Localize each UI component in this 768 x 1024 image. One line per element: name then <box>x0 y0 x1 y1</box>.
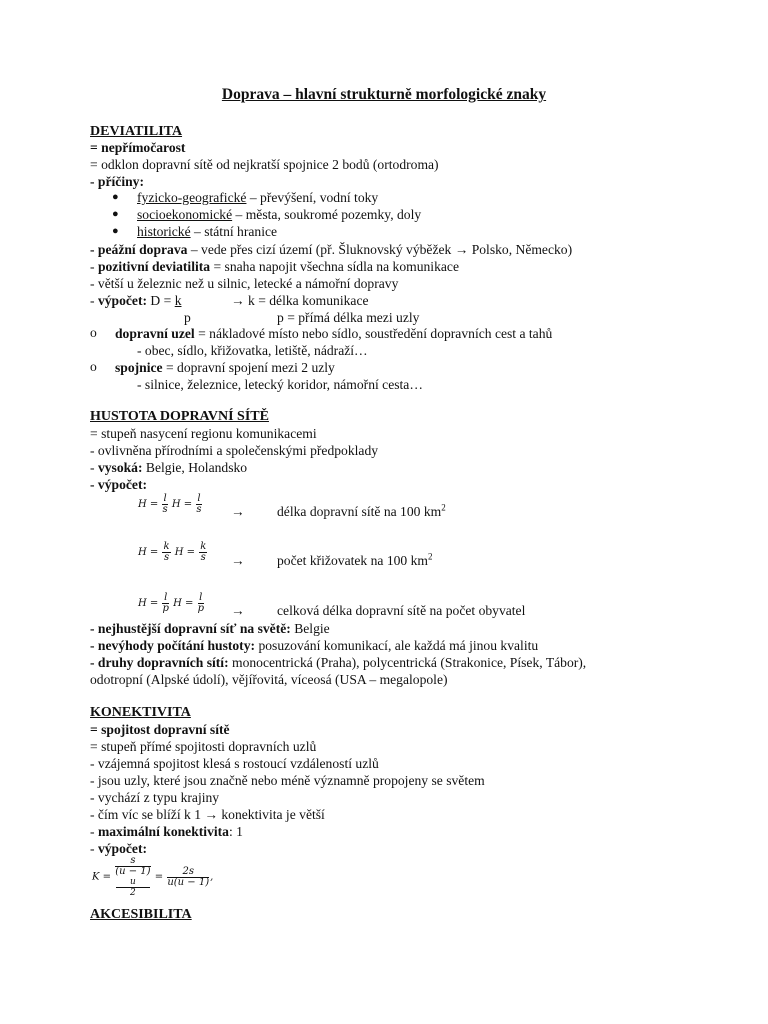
formula-description: počet křižovatek na 100 $km^2$ <box>277 551 433 568</box>
text-line: - pozitivní deviatilita = snaha napojit všechna sídla na komunikace <box>90 259 459 274</box>
arrow-icon: → <box>231 504 245 519</box>
text-line: - výpočet: <box>90 477 147 492</box>
text-line: - silnice, železnice, letecký koridor, námořní cesta… <box>137 377 423 392</box>
text-line: → k = délka komunikace <box>231 293 369 308</box>
formula-description: délka dopravní sítě na 100 $km^2$ <box>277 502 446 519</box>
text-line: - druhy dopravních sítí: monocentrická (Praha), polycentrická (Strakonice, Písek, Tábor), <box>90 655 587 670</box>
formula-hustota-2: H = $\frac{k}{s}$ H = $\frac{k}{s}$ <box>138 541 207 563</box>
text-line: odotropní (Alpské údolí), vějířovitá, víceosá (USA – megalopole) <box>90 672 448 687</box>
text-line: - obec, sídlo, křižovatka, letiště, nádraží… <box>137 343 368 358</box>
page-title: Doprava – hlavní strukturně morfologické znaky <box>221 86 547 103</box>
text-line: - peážní doprava – vede přes cizí území (př. Šluknovský výběžek → Polsko, Německo) <box>90 242 573 257</box>
text-line: - výpočet: <box>90 841 148 856</box>
text-line: - výpočet: D = k <box>90 293 182 308</box>
section-heading-konektivita: KONEKTIVITA <box>90 705 191 720</box>
section-heading-hustota: HUSTOTA DOPRAVNÍ SÍTĚ <box>90 409 269 424</box>
text-line: - vychází z typu krajiny <box>90 790 220 805</box>
text-line: - větší u železnic než u silnic, letecké a námořní dopravy <box>90 276 399 291</box>
formula-hustota-3: H = $\frac{l}{p}$ H = $\frac{l}{p}$ <box>138 592 204 614</box>
text-line: - vysoká: Belgie, Holandsko <box>90 460 248 475</box>
list-item: fyzicko-geografické – převýšení, vodní toky <box>137 190 379 205</box>
text-line: dopravní uzel = nákladové místo nebo sídlo, soustředění dopravních cest a tahů <box>115 326 553 341</box>
bullet-icon: ● <box>112 225 119 237</box>
text-line: = stupeň přímé spojitosti dopravních uzlů <box>90 739 317 754</box>
section-heading-akcesibilita: AKCESIBILITA <box>90 907 192 922</box>
list-item: socioekonomické – města, soukromé pozemky, doly <box>137 207 422 222</box>
text-line: spojnice = dopravní spojení mezi 2 uzly <box>115 360 335 375</box>
list-marker: o <box>90 359 97 374</box>
text-line: p = přímá délka mezi uzly <box>277 310 420 325</box>
text-line: = stupeň nasycení regionu komunikacemi <box>90 426 317 441</box>
arrow-icon: → <box>231 553 245 568</box>
text-line: p <box>184 310 191 325</box>
text-line: = spojitost dopravní sítě <box>90 722 230 737</box>
text-line: - nejhustější dopravní síť na světě: Belgie <box>90 621 330 636</box>
list-marker: o <box>90 325 97 340</box>
text-line: - vzájemná spojitost klesá s rostoucí vzdáleností uzlů <box>90 756 379 771</box>
text-line: - příčiny: <box>90 174 144 189</box>
text-line: - maximální konektivita: 1 <box>90 824 243 839</box>
bullet-icon: ● <box>112 191 119 203</box>
text-line: - nevýhody počítání hustoty: posuzování komunikací, ale každá má jinou kvalitu <box>90 638 539 653</box>
section-heading-deviatilita: DEVIATILITA <box>90 124 183 139</box>
text-line: - ovlivněna přírodními a společenskými předpoklady <box>90 443 379 458</box>
list-item: historické – státní hranice <box>137 224 278 239</box>
text-line: = nepřímočarost <box>90 140 186 155</box>
formula-description: celková délka dopravní sítě na počet obyvatel <box>277 603 526 618</box>
text-line: = odklon dopravní sítě od nejkratší spojnice 2 bodů (ortodroma) <box>90 157 439 172</box>
text-line: - jsou uzly, které jsou značně nebo méně významně propojeny se světem <box>90 773 485 788</box>
formula-konektivita: K = s (u − 1) u 2 = $\frac{2s}{u(u - 1)}$ , <box>92 855 214 898</box>
formula-hustota-1: H = $\frac{l}{s}$ H = $\frac{l}{s}$ <box>138 493 202 515</box>
bullet-icon: ● <box>112 208 119 220</box>
arrow-icon: → <box>231 603 245 618</box>
text-line: - čím víc se blíží k 1 → konektivita je větší <box>90 807 325 822</box>
